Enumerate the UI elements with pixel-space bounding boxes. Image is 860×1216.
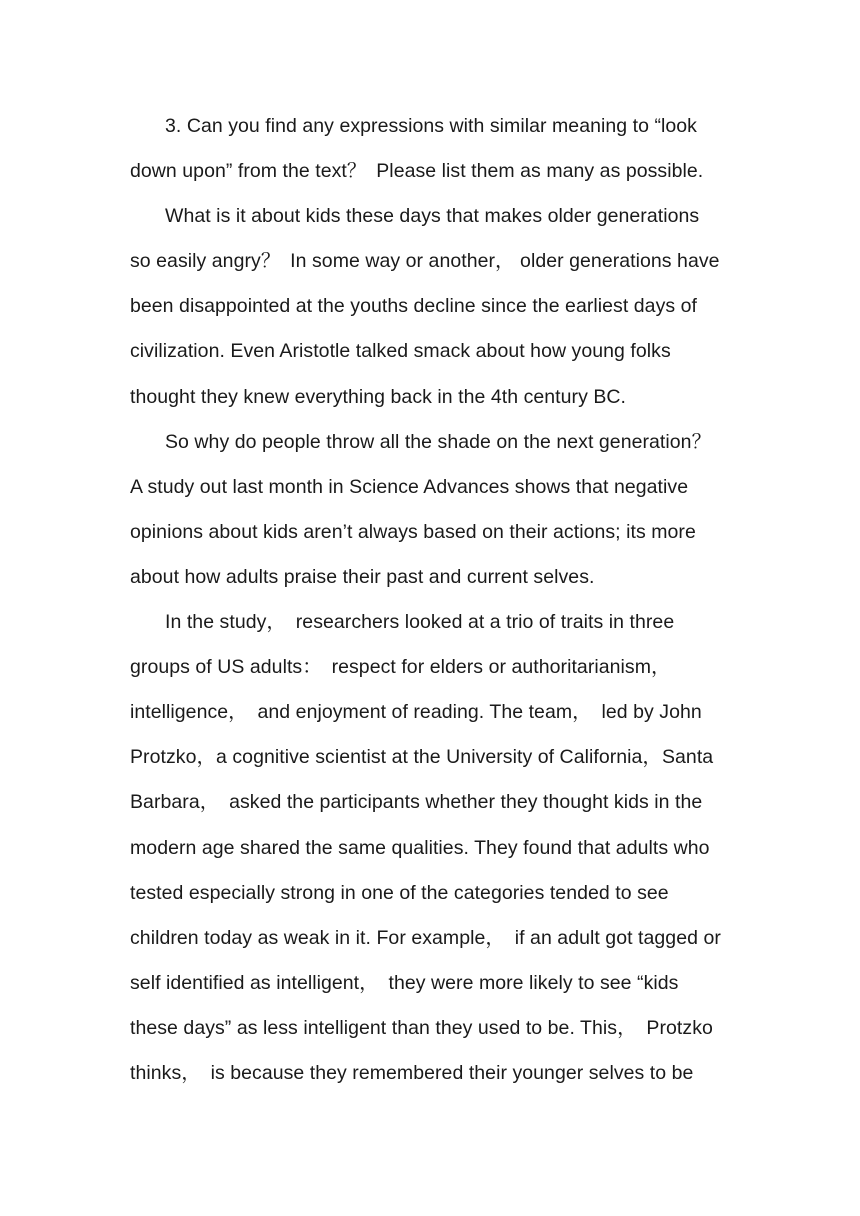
text-line: self identified as intelligent， they were more likely to see “kids: [130, 971, 679, 994]
text-line: 3. Can you find any expressions with similar meaning to “look: [165, 115, 697, 137]
text-line: modern age shared the same qualities. They found that adults who: [130, 836, 710, 859]
text-line: groups of US adults： respect for elders or authoritarianism，: [130, 656, 671, 679]
document-page: [130, 104, 734, 1096]
text-line: tested especially strong in one of the categories tended to see: [130, 881, 669, 904]
text-line: down upon” from the text？ Please list them as many as possible.: [130, 160, 704, 183]
text-line: thought they knew everything back in the 4th century BC.: [130, 385, 627, 408]
text-line: What is it about kids these days that makes older generations: [165, 205, 700, 228]
text-line: civilization. Even Aristotle talked smack about how young folks: [130, 340, 671, 363]
text-line: intelligence， and enjoyment of reading. The team， led by John: [130, 701, 702, 724]
text-line: children today as weak in it. For example， if an adult got tagged or: [130, 926, 721, 949]
text-line: been disappointed at the youths decline since the earliest days of: [130, 295, 698, 318]
text-line: So why do people throw all the shade on the next generation？: [165, 430, 712, 453]
text-line: so easily angry？ In some way or another， older generations have: [130, 250, 720, 273]
text-line: In the study， researchers looked at a trio of traits in three: [165, 611, 675, 634]
text-line: about how adults praise their past and current selves.: [130, 565, 595, 588]
text-line: A study out last month in Science Advances shows that negative: [130, 475, 689, 498]
text-line: Protzko，a cognitive scientist at the University of California，Santa: [130, 746, 714, 769]
text-line: these days” as less intelligent than they used to be. This， Protzko: [130, 1016, 713, 1039]
text-line: Barbara， asked the participants whether they thought kids in the: [130, 791, 703, 814]
text-line: thinks， is because they remembered their younger selves to be: [130, 1061, 694, 1084]
text-line: opinions about kids aren’t always based on their actions; its more: [130, 520, 696, 543]
